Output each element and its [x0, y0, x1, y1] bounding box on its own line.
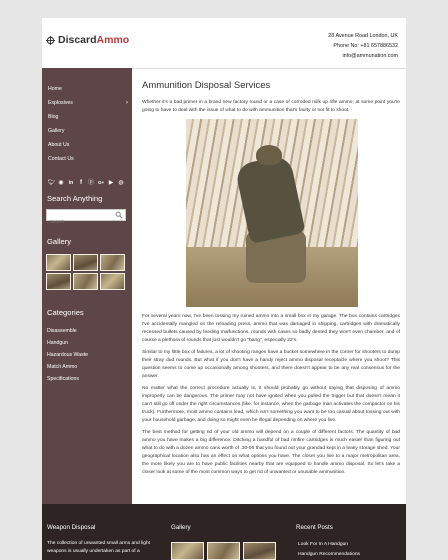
nav-item-label: Gallery [48, 128, 65, 134]
gallery-thumb[interactable] [243, 542, 276, 560]
facebook-icon[interactable]: f [80, 180, 82, 186]
pinterest-icon[interactable]: ⓟ [88, 180, 95, 186]
sidebar-gallery-title: Gallery [47, 237, 72, 246]
category-link[interactable]: Match Ammo [47, 364, 78, 370]
dribbble-icon[interactable]: ◍ [118, 180, 124, 186]
footer-gallery [171, 542, 276, 560]
page [42, 18, 406, 560]
address-text: 28 Avenue Road London, UK [328, 33, 398, 39]
category-link[interactable]: Hazardous Waste [47, 352, 89, 358]
recent-post-link[interactable]: Look For In A Handgun [298, 542, 349, 547]
body-paragraph: For several years now, I've been tossing my ruined ammo into a small box in my garage. The box contains cartridges I've accidentally mangled on the reloading press, ammo that was damaged in shipping, cartridges with dramatically recessed bullets caused by feeding malfunctions, rounds with cases so badly dented they won't even chamber, and of course a plethora of rounds that just wouldn't go "bang", especially 22's. [142, 314, 400, 343]
site-footer [42, 504, 406, 560]
body-paragraph: No matter what the correct procedure actually is, it should probably go without saying that disposing of ammo improperly can be dangerous. The primer may not have ignited when you pulled the trigger but that doesn't mean it can't still go off under the right circumstances (like, for instance, when the garbage man activates the compactor on his truck). Furthermore, most ammo contains lead, which isn't something you want to be too casual about tossing out with your household garbage, and doing so might even be illegal depending on where you live. [142, 386, 400, 423]
gallery-thumb[interactable] [73, 254, 98, 271]
sidebar [42, 68, 132, 504]
youtube-icon[interactable]: ▶ [108, 180, 114, 186]
soldier-ammo-photo [186, 119, 358, 307]
nav-item-label: Explosives [48, 100, 73, 106]
nav-item-about-us[interactable] [42, 138, 132, 152]
main-content [142, 80, 400, 481]
nav-item-blog[interactable] [42, 110, 132, 124]
footer-recent-posts-title: Recent Posts [296, 524, 333, 531]
photo-soldier-body [234, 154, 305, 244]
footer-gallery-title: Gallery [171, 524, 191, 531]
twitter-icon[interactable]: 🐦︎ [48, 180, 56, 186]
contact-info [328, 31, 398, 61]
sidebar-gallery [46, 254, 132, 290]
crosshair-icon [46, 36, 55, 45]
main-nav [42, 68, 132, 166]
gallery-thumb[interactable] [46, 254, 71, 271]
footer-weapon-disposal-title: Weapon Disposal [47, 524, 96, 531]
category-link[interactable]: Handgun [47, 340, 69, 346]
gallery-thumb[interactable] [46, 273, 71, 290]
nav-item-label: Contact Us [48, 156, 74, 162]
photo-soldier-helmet [256, 145, 282, 165]
nav-item-gallery[interactable] [42, 124, 132, 138]
body-paragraph: Similar to my little box of failures, a lot of shooting ranges have a bucket somewhere in the corner for shooters to dump their stray dud rounds. But what if you don't have a handy reject ammo disposal receptacle where you shoot? This question seems to come up occasionally among shooters, and there doesn't appear to be any real consensus for the answer. [142, 350, 400, 379]
site-header [42, 18, 406, 69]
search-icon[interactable] [115, 211, 123, 219]
logo-text: Discard [58, 34, 97, 46]
nav-item-contact-us[interactable] [42, 152, 132, 166]
chevron-right-icon: › [126, 100, 128, 106]
gallery-thumb[interactable] [100, 273, 125, 290]
gallery-thumb[interactable] [100, 254, 125, 271]
category-link[interactable]: Disassemble [47, 328, 77, 334]
email-link[interactable]: info@ammunation.com [342, 53, 398, 59]
category-link[interactable]: Specifications [47, 376, 80, 382]
recent-post-link[interactable]: Handgun Recommendations [298, 552, 360, 557]
page-title: Ammunition Disposal Services [142, 80, 271, 91]
categories-list [42, 325, 132, 385]
social-links [42, 166, 132, 186]
phone-text: Phone No: +81 657886532 [333, 43, 398, 49]
nav-item-explosives[interactable] [42, 96, 132, 110]
intro-paragraph: Whether it's a bad primer in a brand new factory round or a case of corroded milk up rifle ammo; at some point you're going to have to deal with the issue of what to do with ammunition that's faulty or not fit to shoot. [142, 100, 400, 113]
body-paragraph: The best method for getting rid of your old ammo will depend on a couple of different factors. The quantity of bad ammo you have makes a big difference. Ditching a handful of bad rimfire cartridges is much easier than figuring out what to do with a dozen ammo cans worth of .30-06 that you found out your grandad kept in a leaky storage shed. Your geographical location also has an effect on what options you have. The closer you live to a major metropolitan area, the more likely you are to have public facilities nearby that are equipped to handle ammo disposal. So let's take a closer look at some of the most common ways to get rid of unwanted or unusable ammunition. [142, 430, 400, 475]
search-input[interactable] [47, 217, 112, 226]
gallery-thumb[interactable] [171, 542, 204, 560]
categories-title: Categories [47, 308, 84, 317]
gallery-thumb[interactable] [207, 542, 240, 560]
rss-icon[interactable]: ◉ [58, 180, 64, 186]
gallery-thumb[interactable] [73, 273, 98, 290]
site-logo[interactable] [46, 34, 129, 46]
search-title: Search Anything [47, 194, 103, 203]
nav-item-label: About Us [48, 142, 70, 148]
google-plus-icon[interactable]: G+ [98, 180, 105, 185]
nav-item-label: Blog [48, 114, 59, 120]
nav-item-home[interactable] [42, 82, 132, 96]
recent-posts-list [298, 540, 360, 560]
nav-item-label: Home [48, 86, 62, 92]
search-box [46, 209, 126, 221]
linkedin-icon[interactable]: in [68, 180, 74, 186]
footer-weapon-disposal-text: The collection of unwanted small arms and light weapons is usually undertaken as part of a [47, 541, 151, 554]
logo-accent-text: Ammo [96, 34, 130, 46]
